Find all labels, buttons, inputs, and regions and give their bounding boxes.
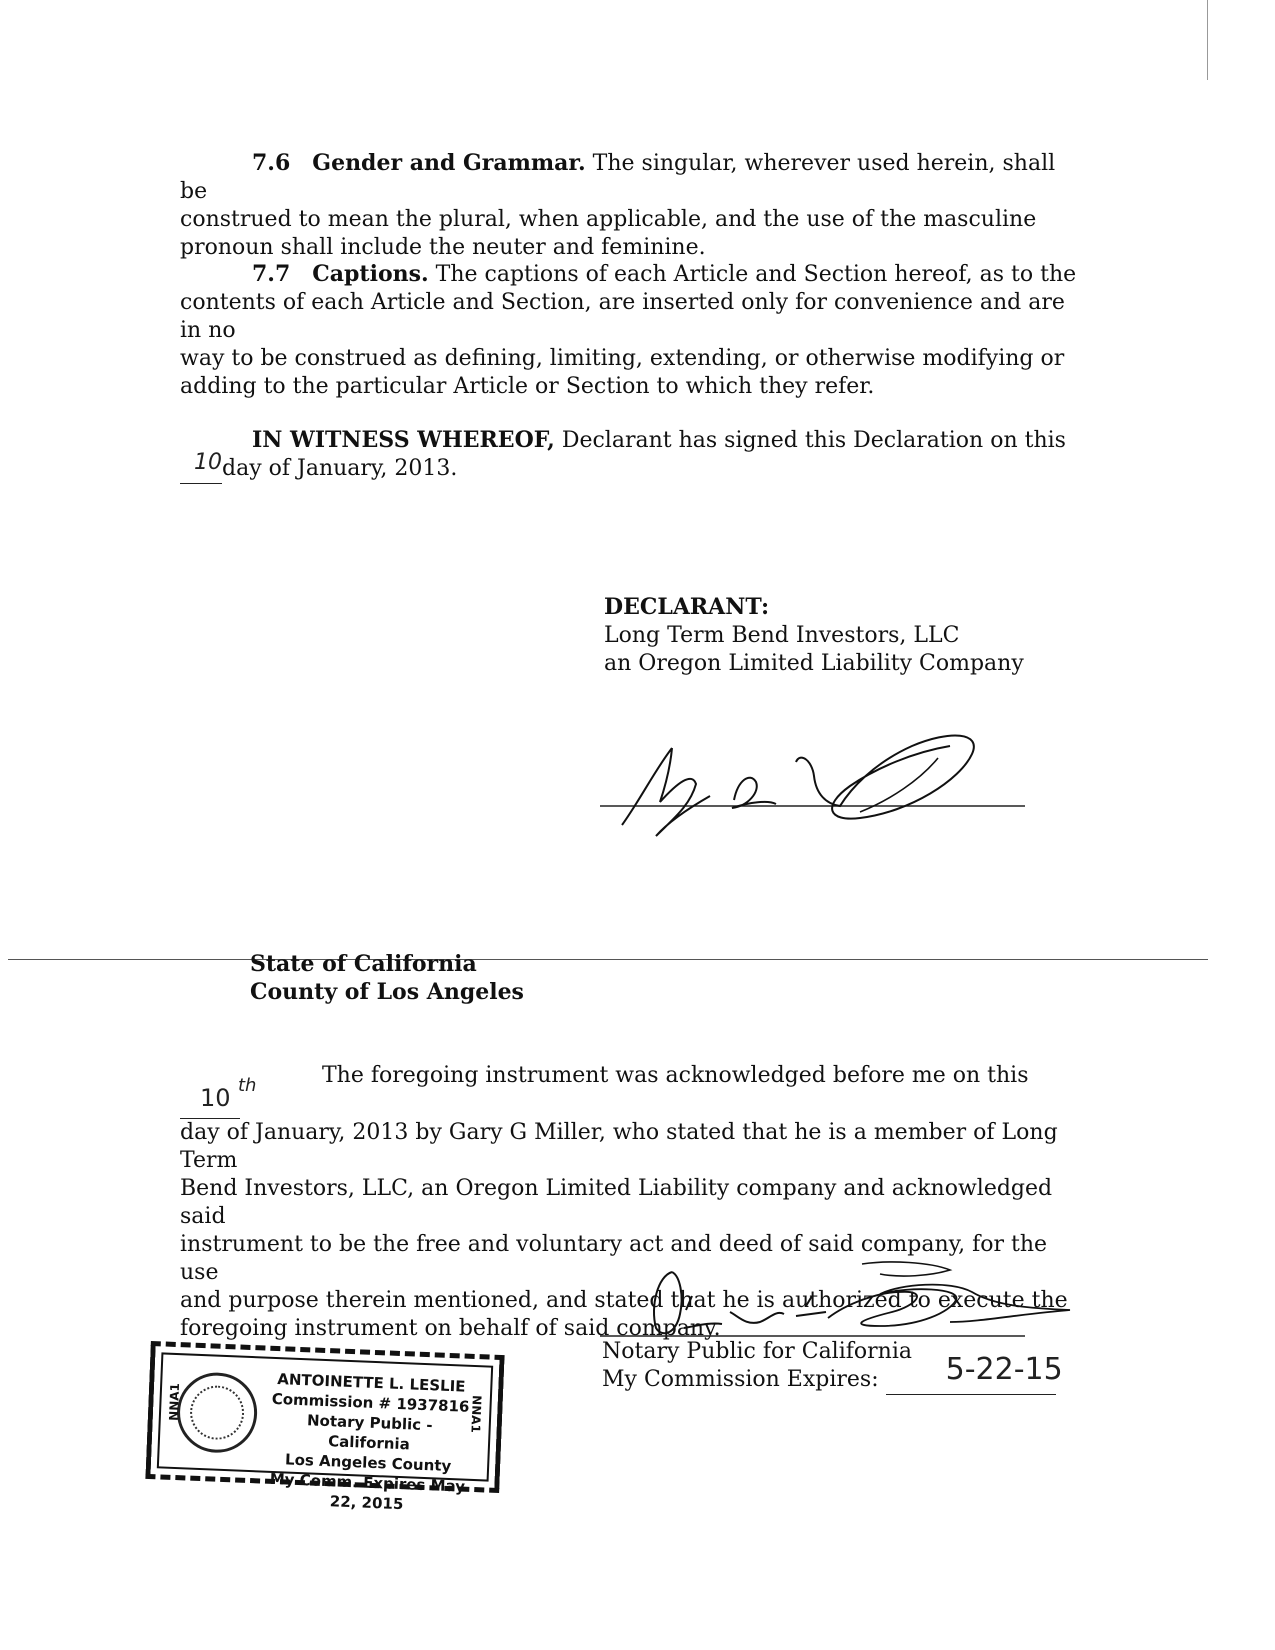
- venue-county: County of Los Angeles: [250, 979, 524, 1005]
- section-7-6: [180, 149, 1060, 262]
- state-seal-icon: [176, 1371, 259, 1454]
- section-text-line: The captions of each Article and Section hereof, as to the: [435, 262, 1077, 287]
- ack-text-line: Bend Investors, LLC, an Oregon Limited Liability company and acknowledged said: [180, 1176, 1053, 1229]
- witness-clause: [180, 426, 1080, 484]
- venue-block: [250, 950, 650, 1006]
- stamp-expires: My Comm. Expires May 22, 2015: [269, 1469, 466, 1514]
- stamp-commission: Commission # 1937816: [271, 1389, 470, 1416]
- section-caption: Captions.: [312, 261, 429, 287]
- witness-text: Declarant has signed this Declaration on this: [561, 428, 1066, 453]
- ack-text-line: day of January, 2013 by Gary G Miller, who stated that he is a member of Long Term: [180, 1120, 1058, 1173]
- stamp-side-code: NNA1: [166, 1382, 183, 1422]
- ack-text-line: foregoing instrument on behalf of said company.: [180, 1316, 721, 1341]
- section-text-line: adding to the particular Article or Section to which they refer.: [180, 374, 875, 399]
- section-number: 7.7: [252, 261, 291, 287]
- declarant-type: an Oregon Limited Liability Company: [604, 651, 1024, 676]
- section-caption: Gender and Grammar.: [312, 150, 586, 176]
- stamp-office: Notary Public - California: [306, 1411, 433, 1454]
- notary-expires-label: My Commission Expires:: [602, 1367, 879, 1392]
- notary-signature: [600, 1256, 1080, 1346]
- witness-lead: IN WITNESS WHEREOF,: [252, 427, 555, 453]
- ack-text-line: and purpose therein mentioned, and stated that he is authorized to execute the: [180, 1288, 1068, 1313]
- section-text-line: The singular, wherever used herein, shall be: [180, 151, 1056, 204]
- scan-edge-line: [1207, 0, 1208, 80]
- stamp-county: Los Angeles County: [284, 1450, 452, 1476]
- section-7-7: [180, 260, 1080, 401]
- notary-stamp: [145, 1341, 504, 1514]
- section-text-line: pronoun shall include the neuter and feminine.: [180, 235, 706, 260]
- venue-state: State of California: [250, 951, 477, 977]
- ack-text: The foregoing instrument was acknowledged before me on this: [322, 1063, 1029, 1088]
- declarant-heading: DECLARANT:: [604, 594, 770, 620]
- section-text-line: construed to mean the plural, when applicable, and the use of the masculine: [180, 207, 1037, 232]
- stamp-name: ANTOINETTE L. LESLIE: [276, 1370, 466, 1396]
- section-text-line: contents of each Article and Section, are inserted only for convenience and are in no: [180, 290, 1065, 343]
- section-number: 7.6: [252, 150, 291, 176]
- section-text-line: way to be construed as defining, limiting, extending, or otherwise modifying or: [180, 346, 1065, 371]
- ack-day-handwritten: 10: [200, 1084, 231, 1112]
- witness-day-handwritten: 10: [194, 450, 222, 475]
- declarant-name: Long Term Bend Investors, LLC: [604, 623, 960, 648]
- notary-block: [602, 1338, 1082, 1395]
- stamp-side-code: NNA1: [468, 1394, 485, 1434]
- declarant-block: [604, 593, 1024, 678]
- notary-expires-handwritten: 5-22-15: [945, 1352, 1063, 1387]
- ack-day-suffix-handwritten: th: [238, 1075, 257, 1096]
- notary-title: Notary Public for California: [602, 1339, 912, 1364]
- witness-date-text: day of January, 2013.: [222, 456, 458, 481]
- declarant-signature: [600, 720, 1030, 850]
- ack-text-line: instrument to be the free and voluntary act and deed of said company, for the use: [180, 1232, 1048, 1285]
